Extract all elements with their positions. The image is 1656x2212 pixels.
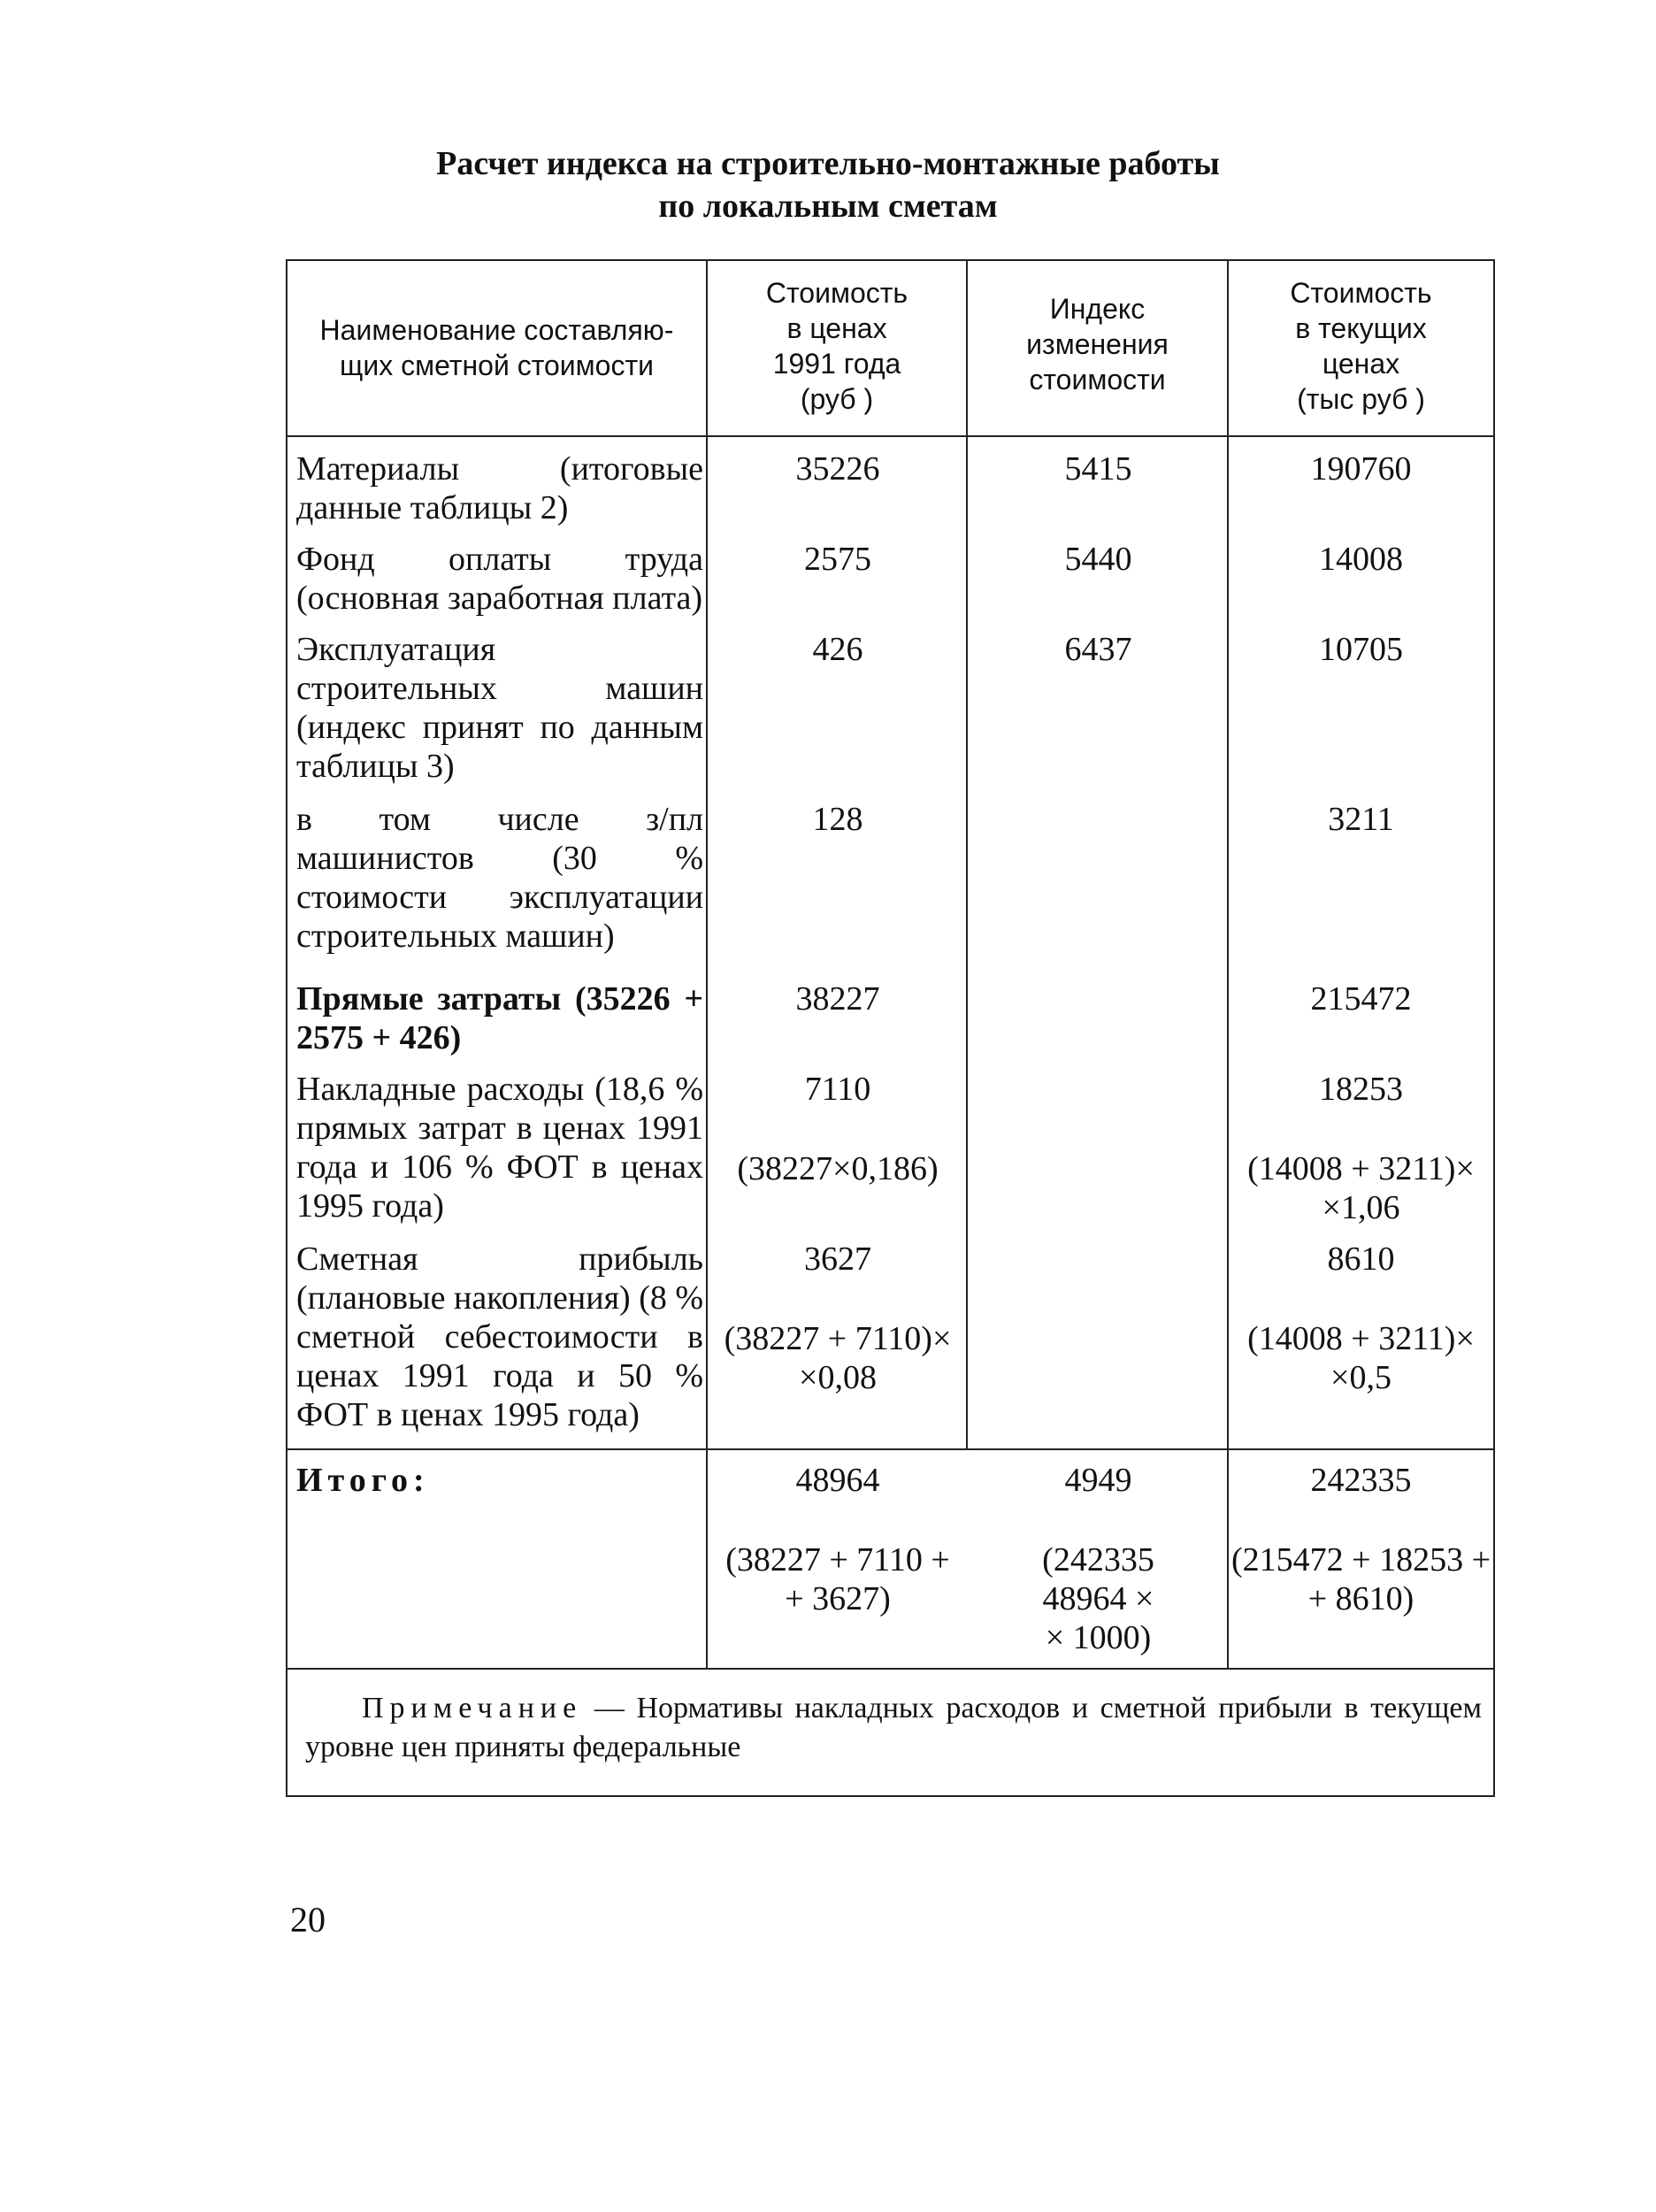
row-overhead-price-1991-formula: (38227×0,186) bbox=[737, 1150, 939, 1187]
row-overhead-price-current: 18253 bbox=[1319, 1071, 1403, 1108]
row-wages-price-1991: 2575 bbox=[804, 541, 871, 578]
row-materials-name: Материалы (итоговые данные таблицы 2) bbox=[296, 450, 703, 526]
row-profit-price-1991: 3627 bbox=[804, 1240, 871, 1278]
header-price-current: Стоимость в текущих ценах (тыс руб ) bbox=[1290, 277, 1432, 415]
row-total-price-1991-formula: (38227 + 7110 + + 3627) bbox=[725, 1541, 950, 1617]
row-total-index-formula: (242335 48964 × × 1000) bbox=[1042, 1541, 1154, 1656]
row-machines-price-1991: 426 bbox=[812, 631, 863, 668]
row-total-label: Итого: bbox=[296, 1462, 430, 1499]
table-note bbox=[305, 1689, 1482, 1767]
row-total-price-current: 242335 bbox=[1310, 1462, 1412, 1499]
document-title-line-1: Расчет индекса на строительно-монтажные работы bbox=[436, 145, 1220, 182]
row-overhead-price-current-formula: (14008 + 3211)× ×1,06 bbox=[1247, 1150, 1475, 1226]
row-direct-costs-price-1991: 38227 bbox=[795, 980, 880, 1018]
row-materials-price-current: 190760 bbox=[1310, 450, 1412, 488]
row-total-price-1991: 48964 bbox=[795, 1462, 880, 1499]
row-profit-price-current: 8610 bbox=[1327, 1240, 1395, 1278]
row-operator-wages-price-1991: 128 bbox=[812, 801, 863, 838]
table-note-text: — Нормативы накладных расходов и сметной прибыли в текущем уровне цен приняты федеральные bbox=[305, 1692, 1482, 1763]
row-overhead-price-1991: 7110 bbox=[804, 1071, 871, 1108]
row-profit-price-current-formula: (14008 + 3211)× ×0,5 bbox=[1247, 1320, 1475, 1396]
page-number: 20 bbox=[290, 1900, 326, 1939]
note-separator bbox=[288, 1668, 1493, 1670]
row-wages-name: Фонд оплаты труда (основная заработная плата) bbox=[296, 541, 703, 617]
header-price-1991: Стоимость в ценах 1991 года (руб ) bbox=[765, 277, 908, 415]
row-operator-wages-price-current: 3211 bbox=[1328, 801, 1394, 838]
row-direct-costs-price-current: 215472 bbox=[1310, 980, 1412, 1018]
header-index: Индекс изменения стоимости bbox=[1026, 293, 1169, 396]
row-machines-name: Эксплуатация строительных машин (индекс принят по данным таблицы 3) bbox=[296, 631, 703, 785]
table-note-label: Примечание bbox=[362, 1692, 583, 1724]
header-name: Наименование составляю- щих сметной стоимости bbox=[319, 314, 674, 381]
row-machines-index: 6437 bbox=[1064, 631, 1132, 668]
row-wages-price-current: 14008 bbox=[1319, 541, 1403, 578]
row-machines-price-current: 10705 bbox=[1319, 631, 1403, 668]
row-materials-price-1991: 35226 bbox=[795, 450, 880, 488]
row-wages-index: 5440 bbox=[1064, 541, 1132, 578]
row-total-index: 4949 bbox=[1064, 1462, 1132, 1499]
total-separator bbox=[288, 1448, 1493, 1450]
header-separator bbox=[288, 435, 1493, 437]
row-direct-costs-name: Прямые затраты (35226 + 2575 + 426) bbox=[296, 980, 703, 1056]
document-title-line-2: по локальным сметам bbox=[658, 188, 998, 225]
row-profit-name: Сметная прибыль (плановые накопления) (8 % сметной себестоимости в ценах 1991 года и 50 % ФОТ в ценах 1995 года) bbox=[296, 1240, 704, 1433]
index-table bbox=[286, 259, 1495, 1797]
row-operator-wages-name: в том числе з/пл машинистов (30 % стоимости эксплуатации строительных машин) bbox=[296, 801, 703, 955]
row-overhead-name: Накладные расходы (18,6 % прямых затрат в ценах 1991 года и 106 % ФОТ в ценах 1995 года) bbox=[296, 1071, 703, 1225]
row-materials-index: 5415 bbox=[1064, 450, 1132, 488]
row-profit-price-1991-formula: (38227 + 7110)× ×0,08 bbox=[724, 1320, 952, 1396]
row-total-price-current-formula: (215472 + 18253 + + 8610) bbox=[1230, 1541, 1491, 1617]
